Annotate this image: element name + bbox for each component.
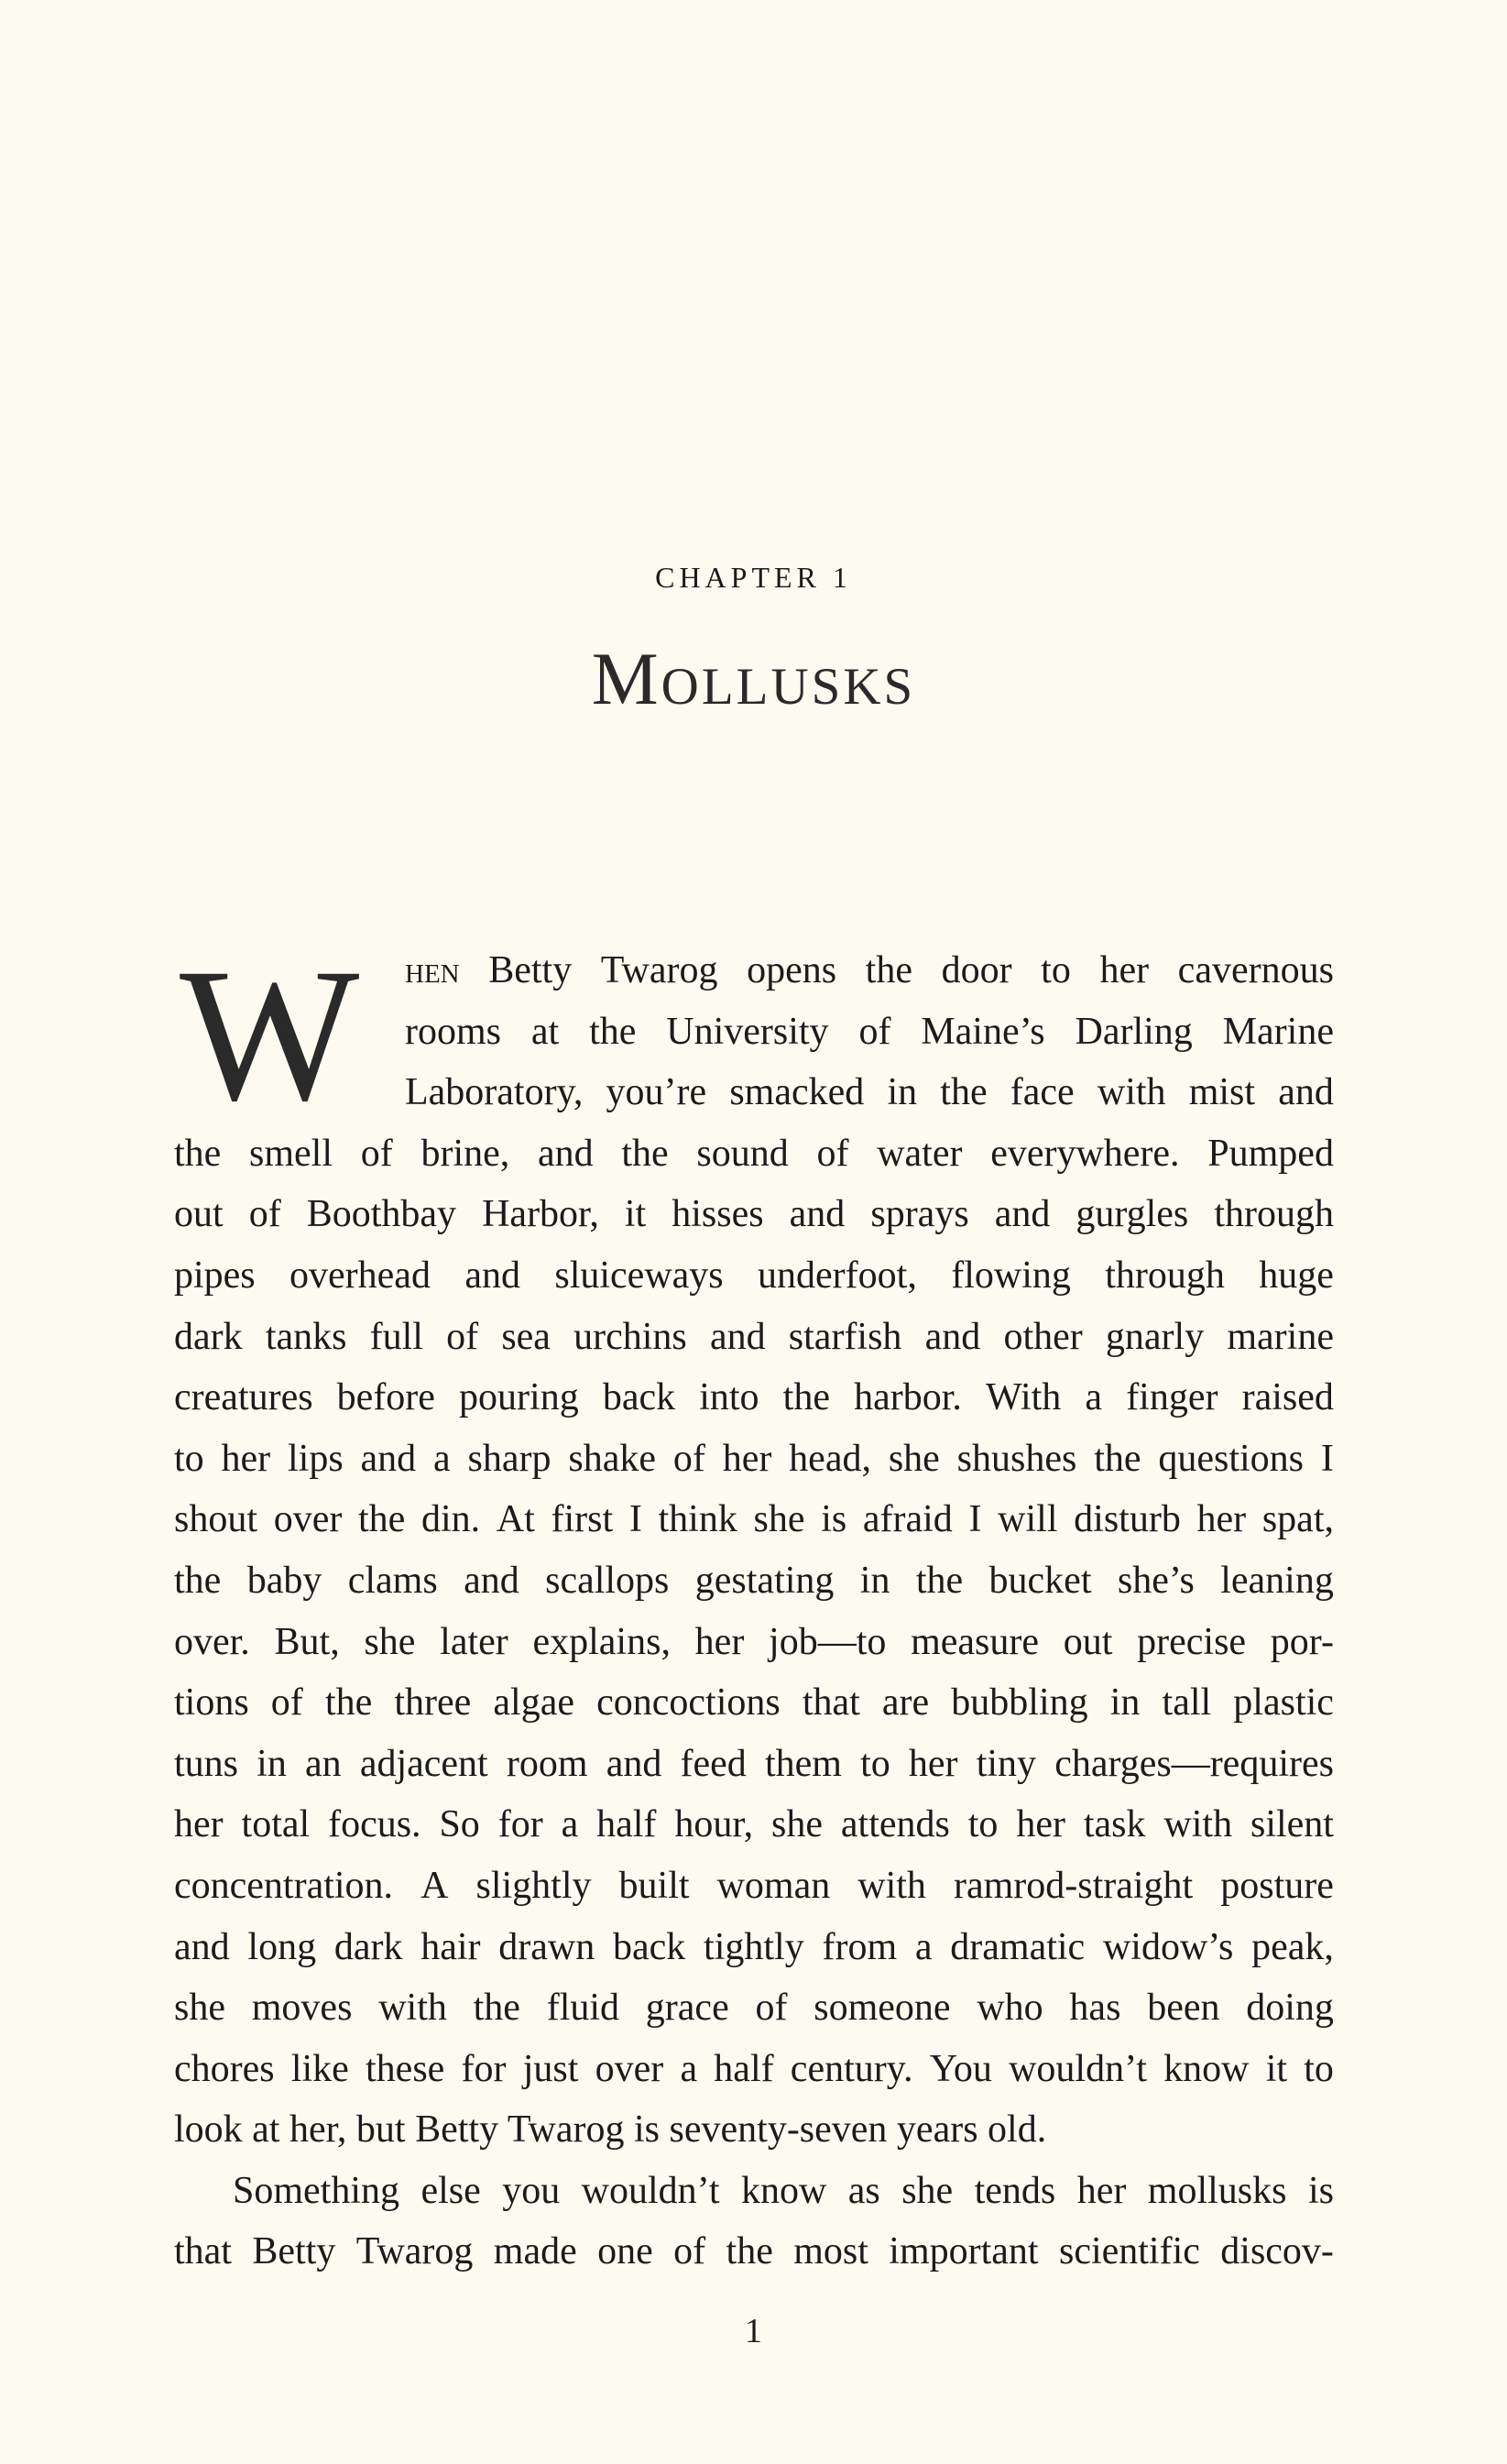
word: task <box>1083 1803 1146 1846</box>
word: hair <box>420 1925 481 1968</box>
text-line <box>174 1856 1334 1917</box>
word: doing <box>1246 1987 1334 2030</box>
word: drawn <box>498 1925 595 1968</box>
word: the <box>782 1376 830 1419</box>
word: brine, <box>420 1132 510 1175</box>
word: face <box>1010 1071 1075 1114</box>
word: explains, <box>532 1620 671 1663</box>
word: the <box>324 1681 373 1725</box>
word: you <box>502 2169 561 2212</box>
word: widow’s <box>1102 1925 1234 1968</box>
word: gnarly <box>1105 1315 1205 1358</box>
word: half <box>596 1803 657 1846</box>
word: her <box>722 1437 772 1480</box>
word: a <box>561 1803 579 1846</box>
word: tanks <box>265 1315 347 1358</box>
word: pipes <box>174 1254 256 1297</box>
word: in <box>1109 1681 1141 1725</box>
word: starfish <box>788 1315 902 1358</box>
word: But, <box>274 1620 340 1663</box>
word: I <box>968 1498 982 1541</box>
word: that <box>174 2230 232 2273</box>
word: of <box>360 1132 393 1175</box>
word: shout <box>174 1498 258 1541</box>
word: charges—requires <box>1054 1742 1334 1785</box>
word: and <box>789 1193 846 1236</box>
word: in <box>887 1071 918 1114</box>
word: shushes <box>956 1437 1077 1480</box>
word: it <box>624 1193 647 1236</box>
word: I <box>628 1498 642 1541</box>
word: A <box>420 1864 449 1907</box>
word: first <box>551 1498 614 1541</box>
word: the <box>1094 1437 1141 1480</box>
word: of <box>816 1132 849 1175</box>
word: with <box>1163 1803 1233 1846</box>
chapter-title: Mollusks <box>591 637 916 720</box>
word: of <box>673 2230 706 2273</box>
word: With <box>986 1376 1062 1419</box>
word: her <box>174 1803 224 1846</box>
word: long <box>247 1925 317 1968</box>
text-line <box>174 1367 1334 1429</box>
word: total <box>241 1803 311 1846</box>
word: into <box>699 1376 759 1419</box>
text-line <box>174 1123 1334 1185</box>
text-line <box>174 2221 1334 2283</box>
word: rooms <box>405 1010 501 1053</box>
word: the <box>358 1498 406 1541</box>
word: with <box>1097 1071 1166 1114</box>
word: underfoot, <box>758 1254 917 1297</box>
word: harbor. <box>854 1376 962 1419</box>
word: like <box>290 2047 349 2090</box>
word: and <box>464 1559 519 1602</box>
text-line <box>174 1307 1334 1368</box>
word: the <box>726 2230 773 2273</box>
word: of <box>755 1987 788 2030</box>
word: huge <box>1259 1254 1334 1297</box>
word: to <box>860 1742 890 1785</box>
word: raised <box>1241 1376 1334 1419</box>
word: out <box>1063 1620 1113 1663</box>
word: she <box>771 1803 824 1846</box>
text-line <box>174 1672 1334 1734</box>
word: else <box>420 2169 481 2212</box>
word: Betty <box>488 949 573 991</box>
word: know <box>740 2169 827 2212</box>
word: hen <box>405 949 460 991</box>
word: attends <box>840 1803 950 1846</box>
word: afraid <box>862 1498 953 1541</box>
word: at <box>530 1010 560 1053</box>
word: tends <box>974 2169 1056 2212</box>
word: the <box>940 1071 988 1114</box>
word: clams <box>347 1559 438 1602</box>
word: the <box>865 949 912 991</box>
word: ramrod-straight <box>953 1864 1194 1907</box>
word: sound <box>696 1132 789 1175</box>
word: precise <box>1137 1620 1247 1663</box>
word: with <box>857 1864 926 1907</box>
word: discov- <box>1220 2230 1334 2273</box>
word: a <box>433 1437 451 1480</box>
word: her <box>221 1437 271 1480</box>
word: for <box>461 2047 507 2090</box>
word: made <box>493 2230 577 2273</box>
word: of <box>248 1193 281 1236</box>
word: wouldn’t <box>1009 2047 1147 2090</box>
word: focus. <box>328 1803 421 1846</box>
text-line <box>174 1062 1334 1123</box>
word: tuns <box>174 1742 239 1785</box>
word: dark <box>333 1925 403 1968</box>
word: back <box>612 1925 686 1968</box>
word: algae <box>493 1681 574 1725</box>
word: half <box>714 2047 774 2090</box>
word: and <box>606 1742 662 1785</box>
word: sharp <box>467 1437 551 1480</box>
word: through <box>1214 1193 1334 1236</box>
word: finger <box>1126 1376 1218 1419</box>
text-line <box>174 1917 1334 1978</box>
word: over <box>273 1498 343 1541</box>
word: these <box>366 2047 445 2090</box>
word: someone <box>814 1987 951 2030</box>
word: leaning <box>1220 1559 1334 1602</box>
word: and <box>924 1315 981 1358</box>
text-line <box>174 1429 1334 1490</box>
word: Betty <box>252 2230 336 2273</box>
word: marine <box>1227 1315 1334 1358</box>
word: dramatic <box>950 1925 1086 1968</box>
word: woman <box>716 1864 831 1907</box>
word: a <box>1085 1376 1103 1419</box>
word: Darling <box>1075 1010 1193 1053</box>
word: and <box>994 1193 1051 1236</box>
word: disturb <box>1074 1498 1181 1541</box>
word: and <box>360 1437 417 1480</box>
word: smacked <box>729 1071 865 1114</box>
word: hisses <box>672 1193 764 1236</box>
word: door <box>941 949 1012 991</box>
word: out <box>174 1193 224 1236</box>
word: her <box>694 1620 745 1663</box>
word: been <box>1147 1987 1220 2030</box>
word: them <box>764 1742 842 1785</box>
word: sea <box>501 1315 551 1358</box>
word: Laboratory, <box>405 1071 584 1114</box>
word: her <box>1076 2169 1127 2212</box>
word: posture <box>1220 1864 1334 1907</box>
word: to <box>1041 949 1071 991</box>
word: over <box>595 2047 664 2090</box>
word: Pumped <box>1207 1132 1334 1175</box>
word: adjacent <box>359 1742 488 1785</box>
word: tightly <box>704 1925 804 1968</box>
word: sprays <box>870 1193 969 1236</box>
word: has <box>1069 1987 1121 2030</box>
word: is <box>1307 2169 1334 2212</box>
word: are <box>881 1681 930 1725</box>
text-line <box>174 1977 1334 2039</box>
word: of <box>858 1010 891 1053</box>
word: Twarog <box>600 949 718 991</box>
word: Something <box>233 2169 400 2212</box>
word: chores <box>174 2047 275 2090</box>
word: bucket <box>988 1559 1092 1602</box>
word: questions <box>1158 1437 1305 1480</box>
word: pouring <box>459 1376 579 1419</box>
word: in <box>859 1559 890 1602</box>
word: the <box>174 1132 222 1175</box>
word: peak, <box>1251 1925 1334 1968</box>
word: the <box>621 1132 669 1175</box>
word: an <box>305 1742 342 1785</box>
word: grace <box>645 1987 729 2030</box>
text-line <box>174 1489 1334 1550</box>
word: the <box>589 1010 637 1053</box>
word: she <box>364 1620 416 1663</box>
word: spat, <box>1261 1498 1334 1541</box>
word: she <box>753 1498 805 1541</box>
word: through <box>1105 1254 1225 1297</box>
page-number: 1 <box>745 2312 762 2350</box>
word: most <box>793 2230 868 2273</box>
text-line <box>174 2039 1334 2100</box>
word: concentration. <box>174 1864 394 1907</box>
word: din. <box>420 1498 481 1541</box>
word: the <box>473 1987 520 2030</box>
word: lips <box>288 1437 344 1480</box>
word: to <box>967 1803 999 1846</box>
word: urchins <box>573 1315 687 1358</box>
word: So <box>439 1803 480 1846</box>
word: head, <box>789 1437 871 1480</box>
word: three <box>394 1681 472 1725</box>
text-line <box>174 1184 1334 1245</box>
word: opens <box>747 949 837 991</box>
word: she <box>901 2169 954 2212</box>
word: she <box>888 1437 940 1480</box>
text-line <box>174 1794 1334 1856</box>
word: Boothbay <box>306 1193 457 1236</box>
text-line <box>174 2161 1334 2222</box>
word: feed <box>680 1742 747 1785</box>
word: shake <box>568 1437 656 1480</box>
word: and <box>709 1315 766 1358</box>
word: of <box>270 1681 303 1725</box>
word: water <box>877 1132 963 1175</box>
word: a <box>680 2047 698 2090</box>
word: Twarog <box>355 2230 474 2273</box>
word: she’s <box>1117 1559 1195 1602</box>
word: everywhere. <box>990 1132 1180 1175</box>
word: wouldn’t <box>581 2169 720 2212</box>
word: think <box>658 1498 737 1541</box>
word: is <box>821 1498 847 1541</box>
word: plastic <box>1233 1681 1334 1725</box>
text-line <box>174 1734 1334 1795</box>
word: of <box>672 1437 705 1480</box>
word: and <box>537 1132 594 1175</box>
word: tiny <box>976 1742 1037 1785</box>
word: cavernous <box>1177 949 1334 991</box>
word: and <box>174 1925 230 1968</box>
drop-cap: W <box>180 929 360 1140</box>
word: you’re <box>606 1071 707 1114</box>
text-line <box>174 1550 1334 1612</box>
text-line: look at her, but Betty Twarog is seventy-seven years old. <box>174 2108 1047 2152</box>
word: scientific <box>1058 2230 1200 2273</box>
word: bubbling <box>951 1681 1088 1725</box>
word: hour, <box>674 1803 754 1846</box>
word: job—to <box>769 1620 887 1663</box>
word: I <box>1320 1437 1334 1480</box>
word: scallops <box>545 1559 670 1602</box>
word: creatures <box>174 1376 313 1419</box>
word: measure <box>911 1620 1040 1663</box>
text-line <box>174 1245 1334 1307</box>
word: flowing <box>951 1254 1071 1297</box>
word: You <box>929 2047 992 2090</box>
word: back <box>602 1376 676 1419</box>
word: just <box>522 2047 579 2090</box>
word: later <box>440 1620 508 1663</box>
text-line <box>174 1002 1334 1063</box>
word: full <box>369 1315 423 1358</box>
word: sluiceways <box>554 1254 724 1297</box>
word: she <box>174 1987 225 2030</box>
word: with <box>378 1987 447 2030</box>
word: will <box>998 1498 1058 1541</box>
word: the <box>174 1559 222 1602</box>
word: and <box>464 1254 520 1297</box>
word: fluid <box>546 1987 620 2030</box>
word: smell <box>249 1132 333 1175</box>
word: century. <box>790 2047 913 2090</box>
word: Marine <box>1222 1010 1334 1053</box>
body-text <box>174 929 1334 2283</box>
word: tall <box>1162 1681 1212 1725</box>
word: gestating <box>694 1559 835 1602</box>
word: a <box>914 1925 933 1968</box>
word: from <box>822 1925 898 1968</box>
word: in <box>257 1742 287 1785</box>
text-line <box>174 940 1334 1002</box>
word: At <box>496 1498 535 1541</box>
word: as <box>847 2169 880 2212</box>
text-line <box>174 1612 1334 1673</box>
word: slightly <box>475 1864 592 1907</box>
word: of <box>446 1315 479 1358</box>
word: moves <box>251 1987 353 2030</box>
word: it <box>1265 2047 1288 2090</box>
word: over. <box>174 1620 250 1663</box>
word: baby <box>246 1559 322 1602</box>
word: Maine’s <box>921 1010 1045 1053</box>
word: for <box>497 1803 543 1846</box>
word: her <box>908 1742 958 1785</box>
word: important <box>889 2230 1039 2273</box>
word: to <box>174 1437 204 1480</box>
word: before <box>336 1376 435 1419</box>
word: por- <box>1270 1620 1334 1663</box>
word: overhead <box>289 1254 431 1297</box>
word: University <box>666 1010 829 1053</box>
word: silent <box>1250 1803 1334 1846</box>
word: know <box>1163 2047 1250 2090</box>
word: dark <box>174 1315 243 1358</box>
word: gurgles <box>1076 1193 1189 1236</box>
word: her <box>1099 949 1150 991</box>
word: mollusks <box>1147 2169 1287 2212</box>
word: tions <box>174 1681 249 1725</box>
word: to <box>1304 2047 1334 2090</box>
word: built <box>618 1864 690 1907</box>
word: room <box>506 1742 588 1785</box>
word: Harbor, <box>482 1193 599 1236</box>
word: one <box>597 2230 653 2273</box>
chapter-label: CHAPTER 1 <box>655 561 852 594</box>
word: and <box>1278 1071 1334 1114</box>
word: who <box>977 1987 1043 2030</box>
word: other <box>1003 1315 1083 1358</box>
word: mist <box>1188 1071 1256 1114</box>
word: concoctions <box>596 1681 781 1725</box>
word: the <box>915 1559 964 1602</box>
word: her <box>1196 1498 1247 1541</box>
word: that <box>802 1681 860 1725</box>
word: her <box>1016 1803 1065 1846</box>
